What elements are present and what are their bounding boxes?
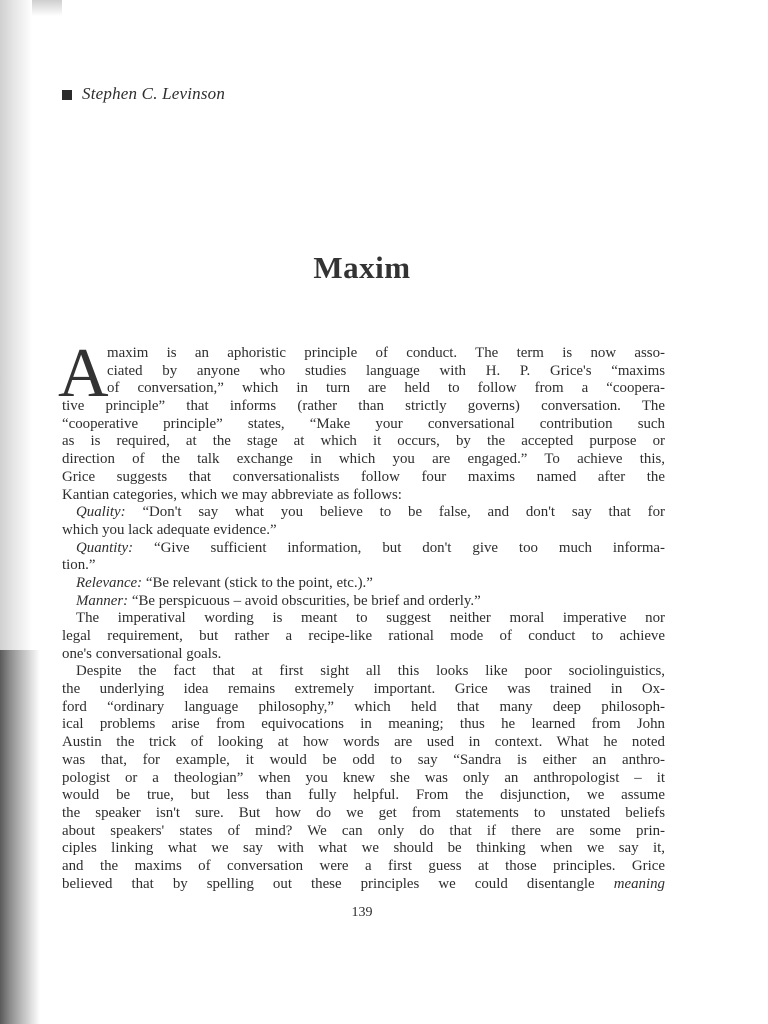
text-line: “cooperative principle” states, “Make your conversational contribution such	[62, 415, 665, 432]
maxim-text: “Give sufficient information, but don't give too much informa-	[154, 539, 665, 556]
maxim-quality-line	[62, 504, 665, 522]
square-bullet-icon	[62, 90, 72, 100]
text-line: would be true, but less than fully helpful. From the disjunction, we assume	[62, 787, 665, 804]
text-line: of conversation,” which in turn are held to follow from a “coopera-	[107, 380, 665, 397]
text-line: ical problems arise from equivocations in meaning; thus he learned from John	[62, 716, 665, 733]
text-line: one's conversational goals.	[62, 645, 222, 662]
maxim-relevance-line	[62, 575, 665, 593]
italic-word: meaning	[613, 875, 665, 892]
maxim-label: Manner:	[76, 592, 129, 609]
chapter-title: Maxim	[313, 250, 411, 285]
text-line: Austin the trick of looking at how words are used in context. What he noted	[62, 734, 665, 751]
text-segment: believed that by spelling out these principles we could disentangle	[62, 875, 595, 892]
text-line: was that, for example, it would be odd to say “Sandra is either an anthro-	[62, 751, 665, 768]
maxim-text: “Be perspicuous – avoid obscurities, be brief and orderly.”	[131, 592, 481, 609]
text-line: legal requirement, but rather a recipe-like rational mode of conduct to achieve	[62, 628, 665, 644]
maxim-text: “Don't say what you believe to be false, and don't say that for	[142, 504, 665, 521]
text-line: which you lack adequate evidence.”	[62, 521, 277, 538]
text-line: the speaker isn't sure. But how do we get from statements to unstated beliefs	[62, 804, 665, 821]
text-line: Grice suggests that conversationalists follow four maxims named after the	[62, 468, 665, 485]
drop-cap: A	[58, 335, 109, 412]
text-line-final	[62, 876, 665, 894]
text-line: direction of the talk exchange in which you are engaged.” To achieve this,	[62, 451, 665, 468]
text-line: as is required, at the stage at which it occurs, by the accepted purpose or	[62, 433, 665, 450]
text-line: Kantian categories, which we may abbreviate as follows:	[62, 486, 402, 503]
text-line: the underlying idea remains extremely important. Grice was trained in Ox-	[62, 681, 665, 698]
maxim-manner-line	[62, 593, 665, 611]
maxim-quantity-line	[62, 540, 665, 558]
maxim-text: “Be relevant (stick to the point, etc.).”	[145, 574, 373, 591]
maxim-label: Relevance:	[76, 574, 143, 591]
text-line: maxim is an aphoristic principle of conduct. The term is now asso-	[107, 345, 665, 361]
text-line: ciples linking what we say with what we should be thinking when we say it,	[62, 840, 665, 857]
text-line: The imperatival wording is meant to suggest neither moral imperative nor	[76, 610, 665, 627]
text-line: tion.”	[62, 557, 96, 574]
text-line: about speakers' states of mind? We can only do that if there are some prin-	[62, 822, 665, 839]
page-number: 139	[351, 905, 373, 920]
scan-corner-shadow	[32, 0, 62, 16]
text-line: ford “ordinary language philosophy,” which held that many deep philosoph-	[62, 698, 665, 715]
author-header	[62, 84, 225, 104]
text-line: pologist or a theologian” when you knew she was only an anthropologist – it	[62, 769, 665, 786]
scan-edge-shadow-top	[0, 0, 32, 650]
text-line: Despite the fact that at first sight all this looks like poor sociolinguistics,	[76, 663, 665, 680]
author-name: Stephen C. Levinson	[82, 84, 226, 103]
maxim-label: Quality:	[76, 504, 126, 521]
scan-edge-shadow-bottom	[0, 650, 40, 1024]
body-text	[58, 335, 665, 893]
text-line: and the maxims of conversation were a first guess at those principles. Grice	[62, 857, 665, 874]
text-line: ciated by anyone who studies language with H. P. Grice's “maxims	[107, 362, 665, 379]
text-line: tive principle” that informs (rather than strictly governs) conversation. The	[62, 398, 665, 415]
maxim-label: Quantity:	[76, 539, 134, 556]
